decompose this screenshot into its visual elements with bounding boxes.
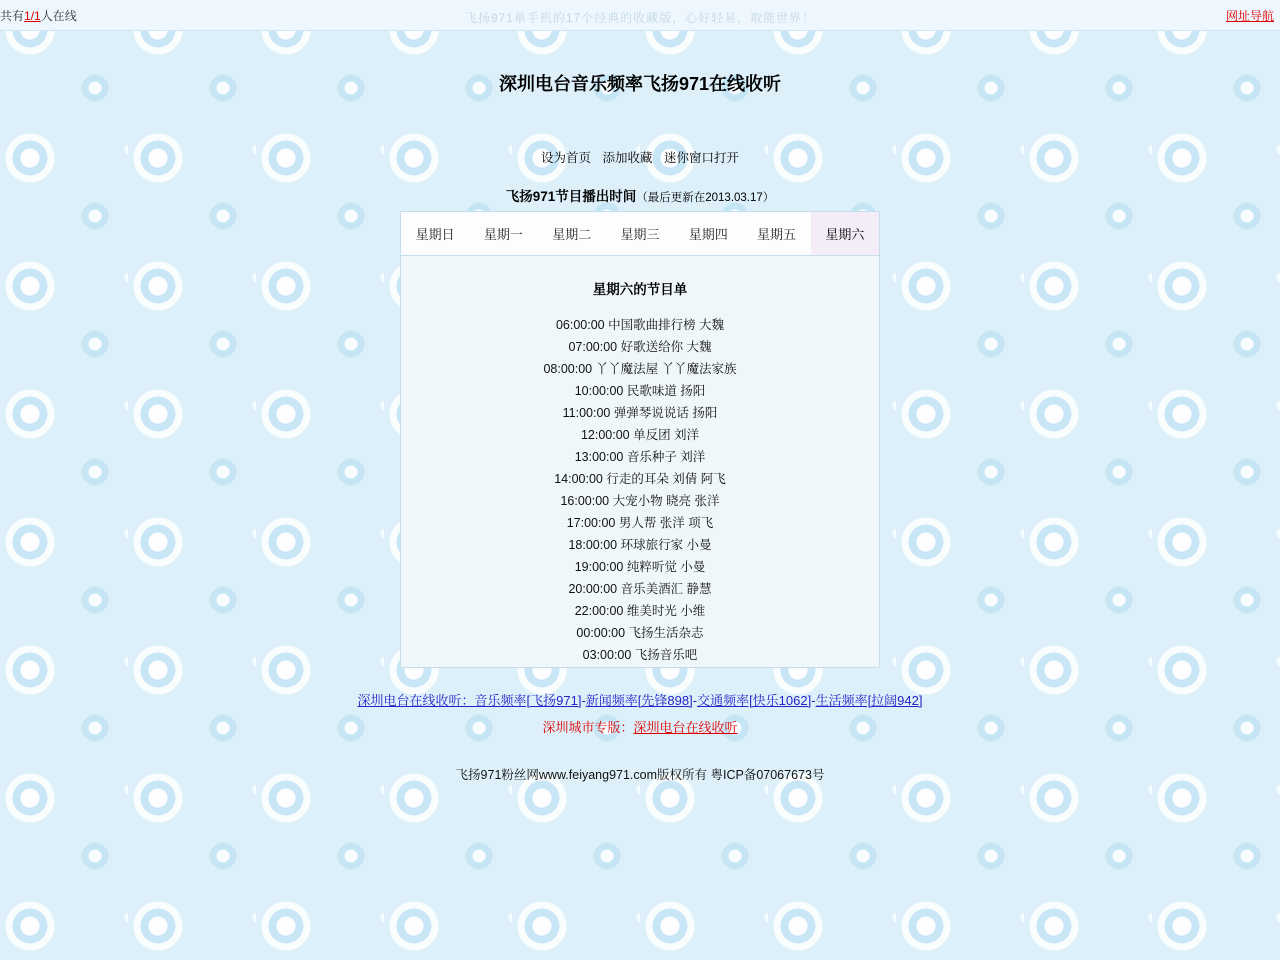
tab-friday[interactable]: 星期五: [742, 212, 810, 255]
program-list: [401, 314, 879, 666]
online-count: 1/1: [24, 9, 41, 23]
list-item: 16:00:00 大宠小物 晓亮 张洋: [560, 494, 720, 508]
tab-sunday[interactable]: 星期日: [401, 212, 469, 255]
list-item: 22:00:00 维美时光 小维: [574, 604, 706, 618]
schedule-title: 飞扬971节目播出时间: [505, 189, 637, 204]
list-item: 19:00:00 纯粹听觉 小曼: [574, 560, 706, 574]
tab-thursday[interactable]: 星期四: [674, 212, 742, 255]
list-item: 17:00:00 男人帮 张洋 项飞: [566, 516, 714, 530]
add-favorite-link[interactable]: 添加收藏: [602, 151, 653, 165]
schedule-panel: [400, 256, 880, 668]
footer-separator-2: -: [692, 693, 698, 708]
top-bar: [0, 0, 1280, 31]
schedule-updated: （最后更新在2013.03.17）: [636, 192, 775, 204]
copyright-text: 飞扬971粉丝网www.feiyang971.com版权所有 粤ICP备07067673号: [455, 768, 825, 782]
online-suffix: 人在线: [40, 9, 77, 23]
page-title: 深圳电台音乐频率飞扬971在线收听: [498, 74, 782, 94]
footer-lead-link[interactable]: 深圳电台在线收听：: [357, 693, 475, 708]
list-item: 18:00:00 环球旅行家 小曼: [568, 538, 712, 552]
weekday-tabs: [400, 211, 880, 256]
list-item: 12:00:00 单反团 刘洋: [580, 428, 700, 442]
list-item: 08:00:00 丫丫魔法屋 丫丫魔法家族: [543, 362, 737, 376]
list-item: 00:00:00 飞扬生活杂志: [576, 626, 704, 640]
footer-station-links: [0, 690, 1280, 709]
mini-window-link[interactable]: 迷你窗口打开: [663, 151, 739, 165]
city-edition-label: 深圳城市专版：: [542, 720, 634, 735]
list-item: 20:00:00 音乐美酒汇 静慧: [568, 582, 712, 596]
city-edition-link[interactable]: 深圳电台在线收听: [633, 720, 738, 735]
list-item: 06:00:00 中国歌曲排行榜 大魏: [555, 318, 725, 332]
list-item: 07:00:00 好歌送给你 大魏: [568, 340, 712, 354]
footer-link-life[interactable]: 生活频率[拉阔942]: [815, 693, 923, 708]
list-item: 13:00:00 音乐种子 刘洋: [574, 450, 706, 464]
quick-links: [0, 148, 1280, 166]
nav-directory-link[interactable]: 网址导航: [1225, 9, 1274, 23]
footer-link-music[interactable]: 音乐频率[飞扬971]: [474, 693, 582, 708]
set-homepage-link[interactable]: 设为首页: [540, 151, 591, 165]
list-item: 11:00:00 弹弹琴说说话 扬阳: [562, 406, 718, 420]
tab-monday[interactable]: 星期一: [469, 212, 537, 255]
tab-wednesday[interactable]: 星期三: [606, 212, 674, 255]
online-prefix: 共有: [0, 9, 25, 23]
tab-tuesday[interactable]: 星期二: [538, 212, 606, 255]
footer-separator-1: -: [581, 693, 586, 708]
panel-title: 星期六的节目单: [592, 282, 688, 297]
tab-saturday[interactable]: 星期六: [811, 212, 879, 255]
schedule-heading: [0, 185, 1280, 205]
footer-link-traffic[interactable]: 交通频率[快乐1062]: [697, 693, 812, 708]
list-item: 03:00:00 飞扬音乐吧: [582, 648, 698, 662]
list-item: 14:00:00 行走的耳朵 刘倩 阿飞: [554, 472, 726, 486]
footer-link-news[interactable]: 新闻频率[先锋898]: [585, 693, 693, 708]
list-item: 10:00:00 民歌味道 扬阳: [574, 384, 706, 398]
city-edition-line: [0, 717, 1280, 736]
footer-separator-3: -: [811, 693, 816, 708]
topbar-banner-text: 飞扬971单手机的17个经典的收藏版，心好轻易，取能世界！: [464, 11, 816, 25]
